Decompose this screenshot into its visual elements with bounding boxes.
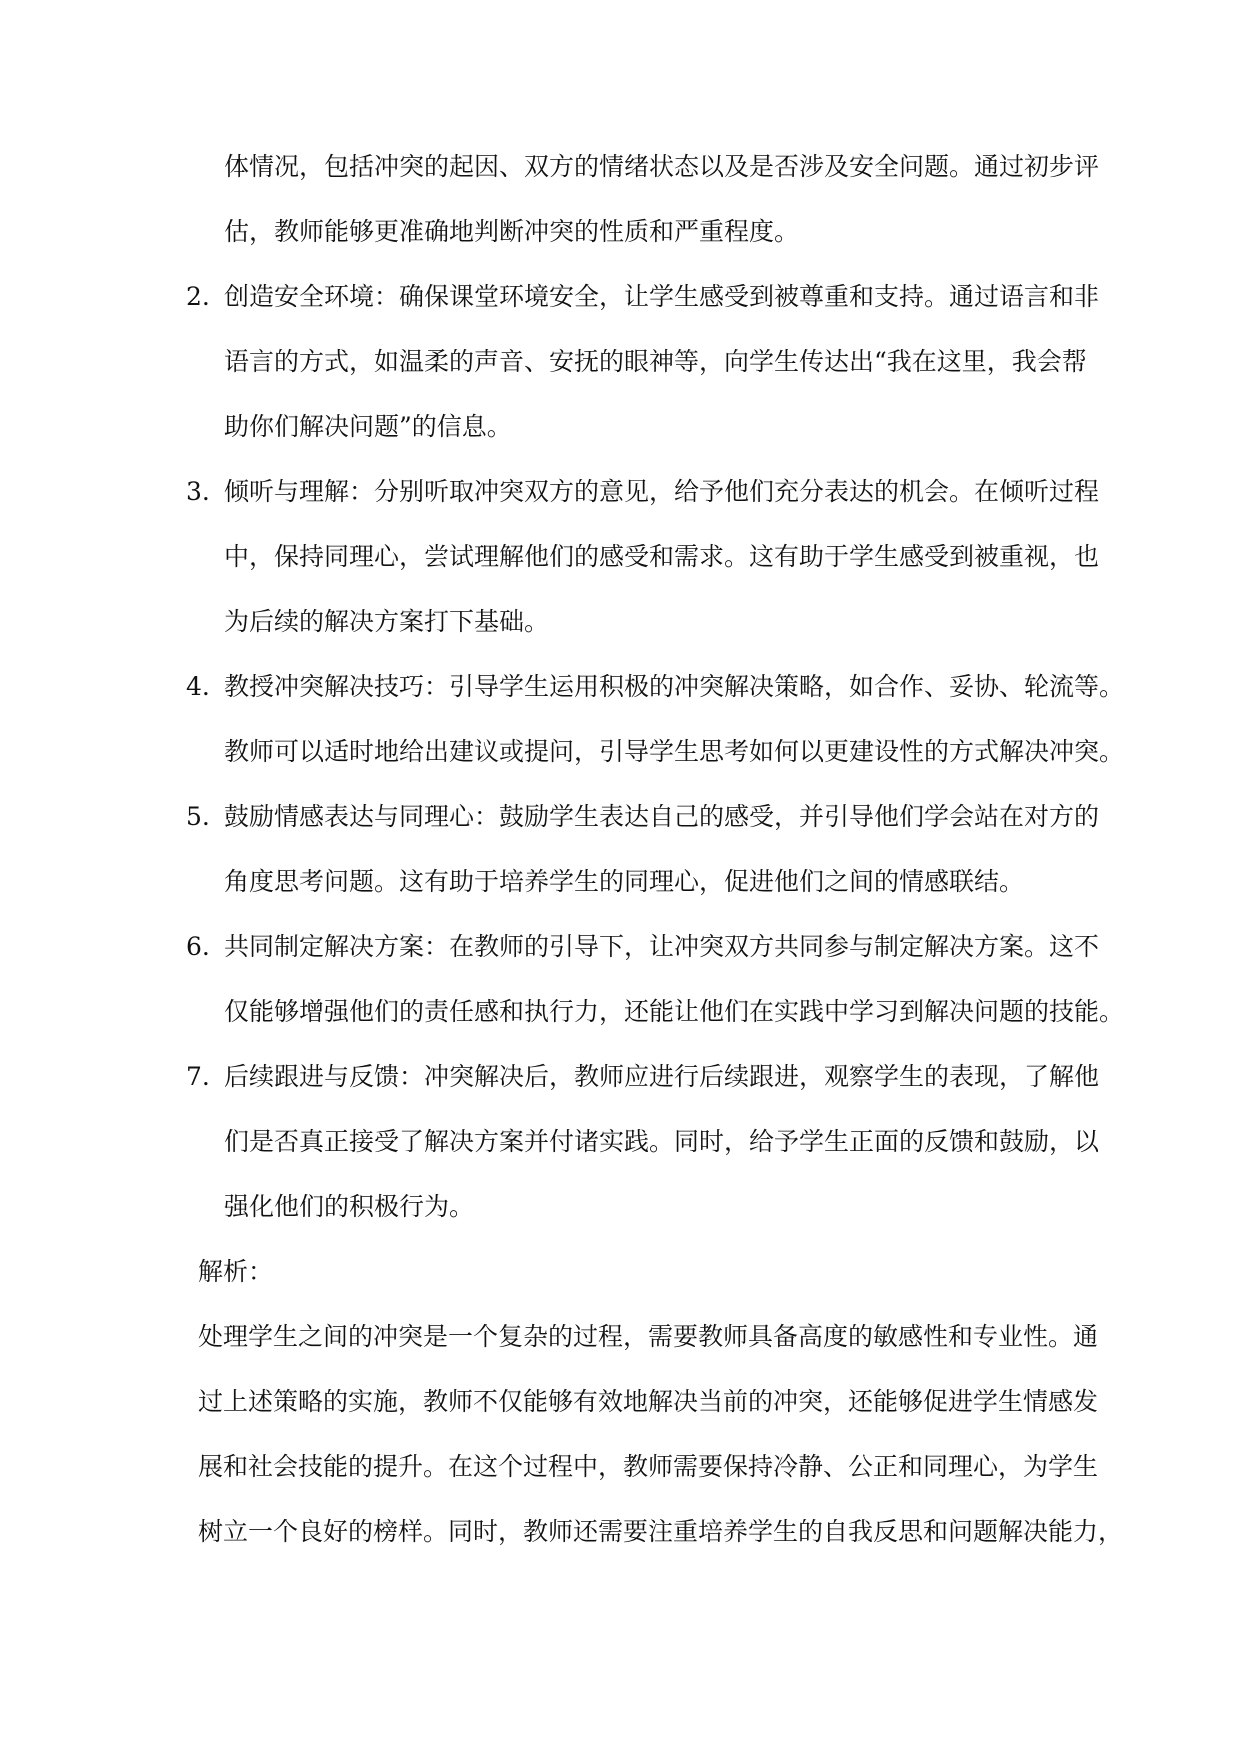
text-line: 语言的方式，如温柔的声音、安抚的眼神等，向学生传达出“我在这里，我会帮 [224,347,1087,376]
text-line: 共同制定解决方案：在教师的引导下，让冲突双方共同参与制定解决方案。这不 [224,932,1100,961]
text-line: 教师可以适时地给出建议或提问，引导学生思考如何以更建设性的方式解决冲突。 [224,737,1125,766]
text-line: 创造安全环境：确保课堂环境安全，让学生感受到被尊重和支持。通过语言和非 [224,282,1100,311]
text-line: 们是否真正接受了解决方案并付诸实践。同时，给予学生正面的反馈和鼓励，以 [224,1127,1100,1156]
list-number: 2. [186,282,210,311]
text-line: 角度思考问题。这有助于培养学生的同理心，促进他们之间的情感联结。 [224,867,1025,896]
text-line: 估，教师能够更准确地判断冲突的性质和严重程度。 [224,217,800,246]
list-number: 6. [186,932,210,961]
text-line: 树立一个良好的榜样。同时，教师还需要注重培养学生的自我反思和问题解决能力， [198,1517,1124,1546]
text-line: 后续跟进与反馈：冲突解决后，教师应进行后续跟进，观察学生的表现，了解他 [224,1062,1100,1091]
text-line: 展和社会技能的提升。在这个过程中，教师需要保持冷静、公正和同理心，为学生 [198,1452,1099,1481]
text-line: 教授冲突解决技巧：引导学生运用积极的冲突解决策略，如合作、妥协、轮流等。 [224,672,1125,701]
list-number: 3. [186,477,210,506]
text-line: 处理学生之间的冲突是一个复杂的过程，需要教师具备高度的敏感性和专业性。通 [198,1322,1099,1351]
text-line: 助你们解决问题”的信息。 [224,412,512,441]
text-line: 仅能够增强他们的责任感和执行力，还能让他们在实践中学习到解决问题的技能。 [224,997,1125,1026]
text-line: 过上述策略的实施，教师不仅能够有效地解决当前的冲突，还能够促进学生情感发 [198,1387,1099,1416]
list-number: 7. [186,1062,210,1091]
analysis-heading: 解析： [198,1257,274,1286]
text-line: 强化他们的积极行为。 [224,1192,475,1221]
text-line: 鼓励情感表达与同理心：鼓励学生表达自己的感受，并引导他们学会站在对方的 [224,802,1100,831]
text-line: 体情况，包括冲突的起因、双方的情绪状态以及是否涉及安全问题。通过初步评 [224,152,1100,181]
text-line: 中，保持同理心，尝试理解他们的感受和需求。这有助于学生感受到被重视，也 [224,542,1100,571]
list-number: 4. [186,672,210,701]
text-line: 为后续的解决方案打下基础。 [224,607,550,636]
text-line: 倾听与理解：分别听取冲突双方的意见，给予他们充分表达的机会。在倾听过程 [224,477,1100,506]
list-number: 5. [186,802,210,831]
